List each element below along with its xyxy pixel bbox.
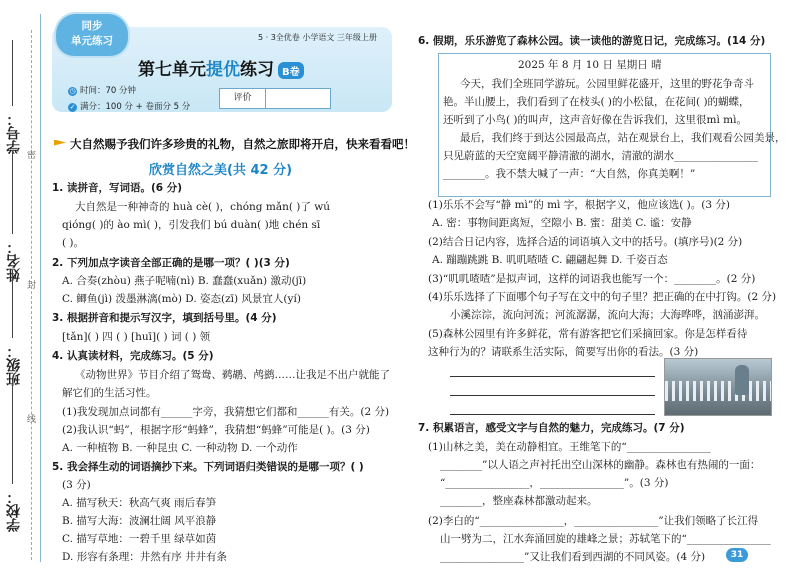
school-field[interactable] bbox=[12, 380, 13, 484]
q5-prompt: 5. 我会择生动的词语摘抄下来。下列词语归类错误的是哪一项？( ) bbox=[52, 461, 364, 473]
book-info: 5 · 3全优卷 小学语文 三年级上册 bbox=[258, 33, 377, 42]
series-line1: 同步 bbox=[81, 20, 103, 32]
fence-shape bbox=[665, 381, 771, 401]
q7-sub1-line4[interactable]: ________，整座森林都激动起来。 bbox=[440, 495, 598, 507]
q1-line3[interactable]: ( )。 bbox=[62, 237, 85, 249]
q7-sub1-line3[interactable]: “________________，________________”。(3 分) bbox=[440, 477, 669, 489]
q1-line1[interactable]: 大自然是一种神奇的 huà cè( )，chóng mǎn( )了 wú bbox=[75, 201, 330, 213]
q7-sub2-line2[interactable]: 山一劈为二，江水奔涌回旋的雄峰之景；苏轼笔下的“________________ bbox=[440, 533, 771, 545]
q1-line2[interactable]: qióng( )的 ào mì( )，引发我们 bú duàn( )地 chén sī bbox=[62, 219, 321, 231]
evaluation-label: 评价 bbox=[220, 89, 266, 108]
q5-option-d[interactable]: D. 形容有条理：井然有序 井井有条 bbox=[62, 551, 228, 563]
school-label: 学校： bbox=[6, 490, 22, 532]
title-highlight: 提优 bbox=[206, 60, 240, 80]
binding-dashed-line bbox=[31, 30, 32, 560]
student-id-label: 学号： bbox=[6, 112, 22, 154]
q6-sub1-options[interactable]: A. 密：事物间距离短，空隙小 B. 蜜：甜美 C. 谧：安静 bbox=[432, 217, 692, 229]
diary-line6[interactable]: ________。我不禁大喊了一声：“大自然，你真美啊！” bbox=[443, 168, 696, 180]
q7-sub1-line1[interactable]: (1)山林之美，美在动静相宜。王维笔下的“________________ bbox=[428, 441, 711, 453]
binding-mark-seal1: 密 bbox=[27, 151, 37, 161]
answer-line-2[interactable] bbox=[450, 395, 655, 396]
student-id-field[interactable] bbox=[12, 40, 13, 106]
score-info bbox=[68, 100, 190, 112]
binding-mark-seal2: 封 bbox=[27, 281, 37, 291]
q7-sub2-line1[interactable]: (2)李白的“________________，________________”让我们领略了长江得 bbox=[428, 515, 759, 527]
binding-mark-line: 线 bbox=[27, 415, 37, 425]
q5-option-a[interactable]: A. 描写秋天：秋高气爽 雨后春笋 bbox=[62, 497, 217, 509]
series-badge bbox=[56, 14, 128, 56]
q6-prompt: 6. 假期，乐乐游览了森林公园。读一读他的游览日记，完成练习。(14 分) bbox=[418, 35, 766, 47]
q4-material1: 《动物世界》节目介绍了鸳鸯、鹈鹕、鸬鹚……让我足不出户就能了 bbox=[75, 369, 390, 381]
q2-options-ab[interactable]: A. 合奏(zhòu) 燕子呢喃(nì) B. 蠢蠢(xuǎn) 激动(jī) bbox=[62, 275, 307, 287]
diary-line1: 今天，我们全班同学游玩。公园里鲜花盛开，这里的野花争奇斗 bbox=[460, 78, 754, 90]
name-label: 姓名： bbox=[6, 240, 22, 282]
time-text: 时间：70 分钟 bbox=[80, 86, 137, 96]
page-number: 31 bbox=[726, 548, 748, 562]
intro-label: 大自然赐予我们许多珍贵的礼物，自然之旅即将开启，快来看看吧！ bbox=[70, 137, 415, 151]
flag-icon bbox=[54, 140, 66, 150]
series-line2: 单元练习 bbox=[71, 35, 113, 47]
version-badge: B卷 bbox=[278, 62, 304, 79]
q5-option-c[interactable]: C. 描写草地：一碧千里 绿草如茵 bbox=[62, 533, 217, 545]
q6-sub5: (5)森林公园里有许多鲜花，常有游客把它们采摘回家。你是怎样看待 bbox=[428, 328, 748, 340]
name-field[interactable] bbox=[12, 150, 13, 234]
intro-text bbox=[54, 136, 415, 152]
diary-line2[interactable]: 艳。半山腰上，我们看到了在枝头( )的小松鼠，在花间( )的蝴蝶， bbox=[443, 96, 750, 108]
q7-sub2-line3[interactable]: ________________”又让我们看到西湖的不同风姿。(4 分) bbox=[440, 551, 706, 563]
q1-prompt: 1. 读拼音，写词语。(6 分) bbox=[52, 182, 183, 194]
q6-sub3[interactable]: (3)“叽叽喳喳”是拟声词，这样的词语我也能写一个：________。(2 分) bbox=[428, 273, 756, 285]
diary-date: 2025 年 8 月 10 日 星期日 晴 bbox=[518, 59, 662, 71]
q5-score: (3 分) bbox=[62, 479, 91, 491]
q3-line[interactable]: [tǎn]( ) 四 ( ) [huī]( ) 词 ( ) 领 bbox=[62, 331, 211, 343]
evaluation-box[interactable] bbox=[219, 88, 331, 109]
q4-material2: 解它们的生活习性。 bbox=[62, 387, 157, 399]
girl-fence-photo bbox=[664, 358, 772, 416]
class-label: 班级： bbox=[6, 344, 22, 386]
page-title bbox=[138, 55, 304, 80]
q2-prompt: 2. 下列加点字读音全部正确的是哪一项？( )(3 分) bbox=[52, 257, 290, 269]
q4-prompt: 4. 认真读材料，完成练习。(5 分) bbox=[52, 350, 214, 362]
q6-sub5-cont: 这种行为的？请联系生活实际，简要写出你的看法。(3 分) bbox=[428, 346, 699, 358]
q4-options[interactable]: A. 一种植物 B. 一种昆虫 C. 一种动物 D. 一个动作 bbox=[62, 442, 298, 454]
diary-line4: 最后，我们终于到达公园最高点，站在观景台上，我们观看公园美景， bbox=[460, 132, 786, 144]
page-border bbox=[40, 14, 41, 562]
answer-line-1[interactable] bbox=[450, 376, 655, 377]
score-text: 满分：100 分 + 卷面分 5 分 bbox=[80, 102, 191, 112]
diary-line3[interactable]: 还听到了小鸟( )的叫声，这声音好像在告诉我们，这里很mì mì。 bbox=[443, 114, 747, 126]
title-part2: 练习 bbox=[240, 60, 274, 80]
class-field[interactable] bbox=[12, 270, 13, 338]
q7-prompt: 7. 积累语言，感受文字与自然的魅力，完成练习。(7 分) bbox=[418, 422, 685, 434]
q6-sub4[interactable]: (4)乐乐选择了下面哪个句子写在文中的句子里？把正确的在中打钩。(2 分) bbox=[428, 291, 777, 303]
q3-prompt: 3. 根据拼音和提示写汉字，填到括号里。(4 分) bbox=[52, 312, 277, 324]
q7-sub1-line2[interactable]: ________”以人语之声衬托出空山深林的幽静。森林也有热闹的一面： bbox=[440, 459, 761, 471]
girl-figure bbox=[735, 365, 749, 395]
answer-line-3[interactable] bbox=[450, 414, 655, 415]
q4-sub1[interactable]: (1)我发现加点词都有______字旁，我猜想它们都和______有关。(2 分) bbox=[62, 406, 390, 418]
q6-sub2[interactable]: (2)结合日记内容，选择合适的词语填入文中的括号。(填序号)(2 分) bbox=[428, 236, 743, 248]
time-info bbox=[68, 84, 136, 96]
q6-sub2-options[interactable]: A. 蹦蹦跳跳 B. 叽叽喳喳 C. 翩翩起舞 D. 千姿百态 bbox=[432, 254, 668, 266]
q2-options-cd[interactable]: C. 鲫鱼(jì) 泼墨淋漓(mò) D. 姿态(zī) 风景宜人(yí) bbox=[62, 293, 301, 305]
diary-line5[interactable]: 只见蔚蓝的天空宽阔平静清澈的湖水，清澈的湖水________________ bbox=[443, 150, 758, 162]
q4-sub2[interactable]: (2)我认识“蚂”，根据字形“蚂蜂”，我猜想“蚂蜂”可能是( )。(3 分) bbox=[62, 424, 370, 436]
section-title: 欣赏自然之美(共 42 分) bbox=[149, 163, 293, 178]
title-part1: 第七单元 bbox=[138, 60, 206, 80]
clock-icon: ◷ bbox=[69, 87, 76, 95]
check-icon: ✓ bbox=[69, 103, 76, 111]
q5-option-b[interactable]: B. 描写大海：波澜壮阔 风平浪静 bbox=[62, 515, 217, 527]
q6-sub4-sentence[interactable]: 小溪淙淙，流向河流；河流潺潺，流向大海；大海哗哗，汹涌澎湃。 bbox=[450, 309, 765, 321]
q6-sub1[interactable]: (1)乐乐不会写“静 mì”的 mì 字，根据字义，他应该选( )。(3 分) bbox=[428, 199, 730, 211]
